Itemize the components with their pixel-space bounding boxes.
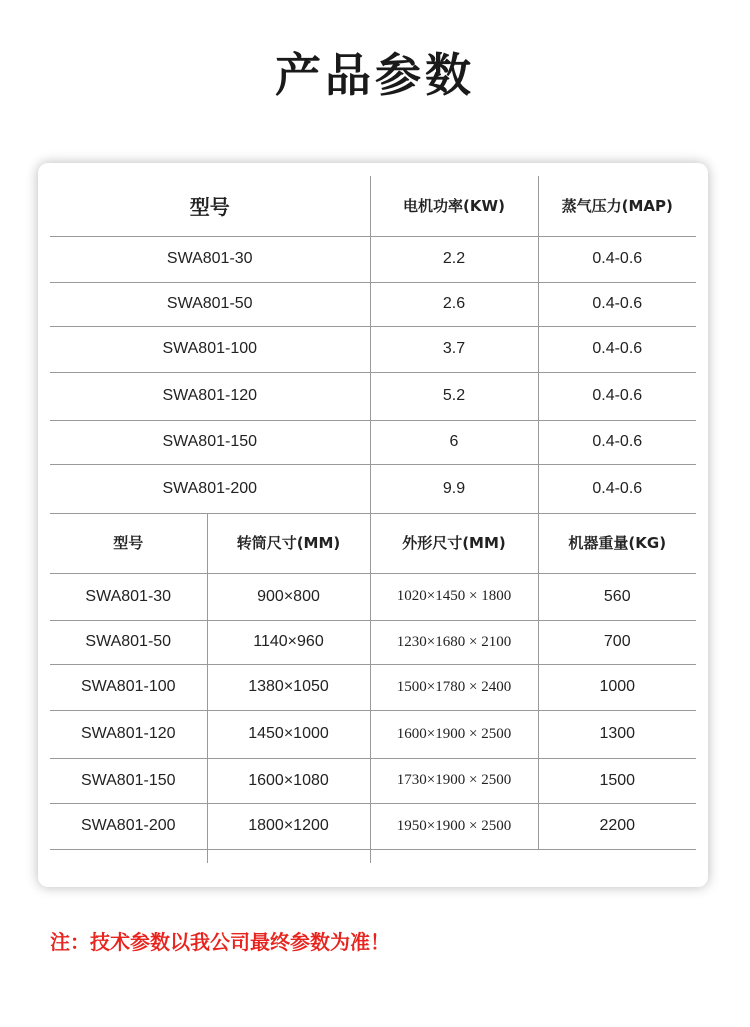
header-pressure: 蒸气压力(MAP): [538, 176, 696, 236]
cell-model: SWA801-120: [50, 710, 207, 758]
header-model: 型号: [50, 513, 207, 573]
cell-model: SWA801-150: [50, 420, 370, 464]
cell-model: SWA801-100: [50, 664, 207, 710]
cell-power: 6: [370, 420, 538, 464]
cell-drum-size: 900×800: [207, 573, 370, 620]
cell-drum-size: 1140×960: [207, 620, 370, 664]
cell-weight: 1300: [538, 710, 696, 758]
cell-power: 2.6: [370, 282, 538, 326]
cell-outer-size: 1020×1450 × 1800: [370, 573, 538, 620]
cell-model: SWA801-200: [50, 464, 370, 513]
table-row: [50, 282, 696, 326]
cell-outer-size: 1600×1900 × 2500: [370, 710, 538, 758]
cell-power: 3.7: [370, 326, 538, 372]
header-power: 电机功率(KW): [370, 176, 538, 236]
cell-model: SWA801-50: [50, 282, 370, 326]
cell-outer-size: 1950×1900 × 2500: [370, 803, 538, 849]
cell-pressure: 0.4-0.6: [538, 372, 696, 420]
cell-model: SWA801-150: [50, 758, 207, 803]
table-row: [50, 326, 696, 372]
cell-model: SWA801-50: [50, 620, 207, 664]
table-spacer-row: [50, 849, 696, 863]
cell-weight: 560: [538, 573, 696, 620]
cell-outer-size: 1500×1780 × 2400: [370, 664, 538, 710]
cell-model: SWA801-200: [50, 803, 207, 849]
table-row: [50, 420, 696, 464]
cell-drum-size: 1800×1200: [207, 803, 370, 849]
table-row: [50, 573, 696, 620]
cell-power: 2.2: [370, 236, 538, 282]
table-row: [50, 758, 696, 803]
cell-weight: 1500: [538, 758, 696, 803]
cell-weight: 1000: [538, 664, 696, 710]
cell-outer-size: 1230×1680 × 2100: [370, 620, 538, 664]
table-row: [50, 803, 696, 849]
page-title: 产品参数: [275, 48, 475, 102]
cell-model: SWA801-100: [50, 326, 370, 372]
cell-drum-size: 1600×1080: [207, 758, 370, 803]
table-row: [50, 464, 696, 513]
cell-pressure: 0.4-0.6: [538, 420, 696, 464]
cell-model: SWA801-30: [50, 573, 207, 620]
table-row: [50, 664, 696, 710]
cell-drum-size: 1450×1000: [207, 710, 370, 758]
cell-outer-size: 1730×1900 × 2500: [370, 758, 538, 803]
table-row: [50, 620, 696, 664]
cell-pressure: 0.4-0.6: [538, 282, 696, 326]
header-model: 型号: [50, 176, 370, 236]
cell-power: 5.2: [370, 372, 538, 420]
cell-pressure: 0.4-0.6: [538, 236, 696, 282]
cell-pressure: 0.4-0.6: [538, 326, 696, 372]
cell-drum-size: 1380×1050: [207, 664, 370, 710]
header-drum-size: 转筒尺寸(MM): [207, 513, 370, 573]
cell-pressure: 0.4-0.6: [538, 464, 696, 513]
header-weight: 机器重量(KG): [538, 513, 696, 573]
table-header-row: [50, 513, 696, 573]
cell-power: 9.9: [370, 464, 538, 513]
cell-model: SWA801-30: [50, 236, 370, 282]
disclaimer-note: 注：技术参数以我公司最终参数为准！: [50, 930, 390, 954]
header-outer-size: 外形尺寸(MM): [370, 513, 538, 573]
cell-model: SWA801-120: [50, 372, 370, 420]
table-row: [50, 236, 696, 282]
table-row: [50, 372, 696, 420]
table-row: [50, 710, 696, 758]
power-pressure-table: [50, 176, 696, 514]
cell-weight: 2200: [538, 803, 696, 849]
dimensions-weight-table: [50, 513, 696, 863]
table-header-row: [50, 176, 696, 236]
cell-weight: 700: [538, 620, 696, 664]
